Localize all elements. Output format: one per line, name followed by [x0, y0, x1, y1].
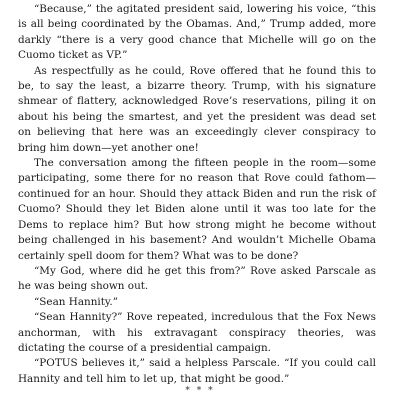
paragraph-6: “Sean Hannity?” Rove repeated, incredulous that the Fox News anchorman, with his extravagant conspiracy theories, was dictating the course of a presidential campaign. [18, 311, 376, 354]
paragraph-1: “Because,” the agitated president said, lowering his voice, “this is all being coordinated by the Obamas. And,” Trump added, more darkly “there is a very good chance that Michelle will go on the Cuomo ticket as VP.” [18, 3, 376, 62]
paragraph-2: As respectfully as he could, Rove offered that he found this to be, to say the least, a bizarre theory. Trump, with his signature shmear of flattery, acknowledged Rove’s reservations, piling it on about his being the smartest, and yet the president was dead set on believing that here was an exceedingly clever conspiracy to bring him down—yet another one! [18, 64, 376, 154]
paragraph-5: “Sean Hannity.” [34, 295, 119, 308]
paragraph-7: “POTUS believes it,” said a helpless Parscale. “If you could call Hannity and tell him to let up, that might be good.” [18, 357, 376, 385]
paragraph-3: The conversation among the fifteen people in the room—some participating, some there for no reason that Rove could fathom—continued for an hour. Should they attack Biden and run the risk of Cuomo? Should they let Biden alone until it was too late for the Dems to replace him? But how strong might he become without being challenged in his basement? And wouldn’t Michelle Obama certainly spell doom for them? What was to be done? [18, 157, 376, 262]
scene-break: * * * [185, 386, 215, 396]
paragraph-4: “My God, where did he get this from?” Rove asked Parscale as he was being shown out. [18, 264, 376, 293]
